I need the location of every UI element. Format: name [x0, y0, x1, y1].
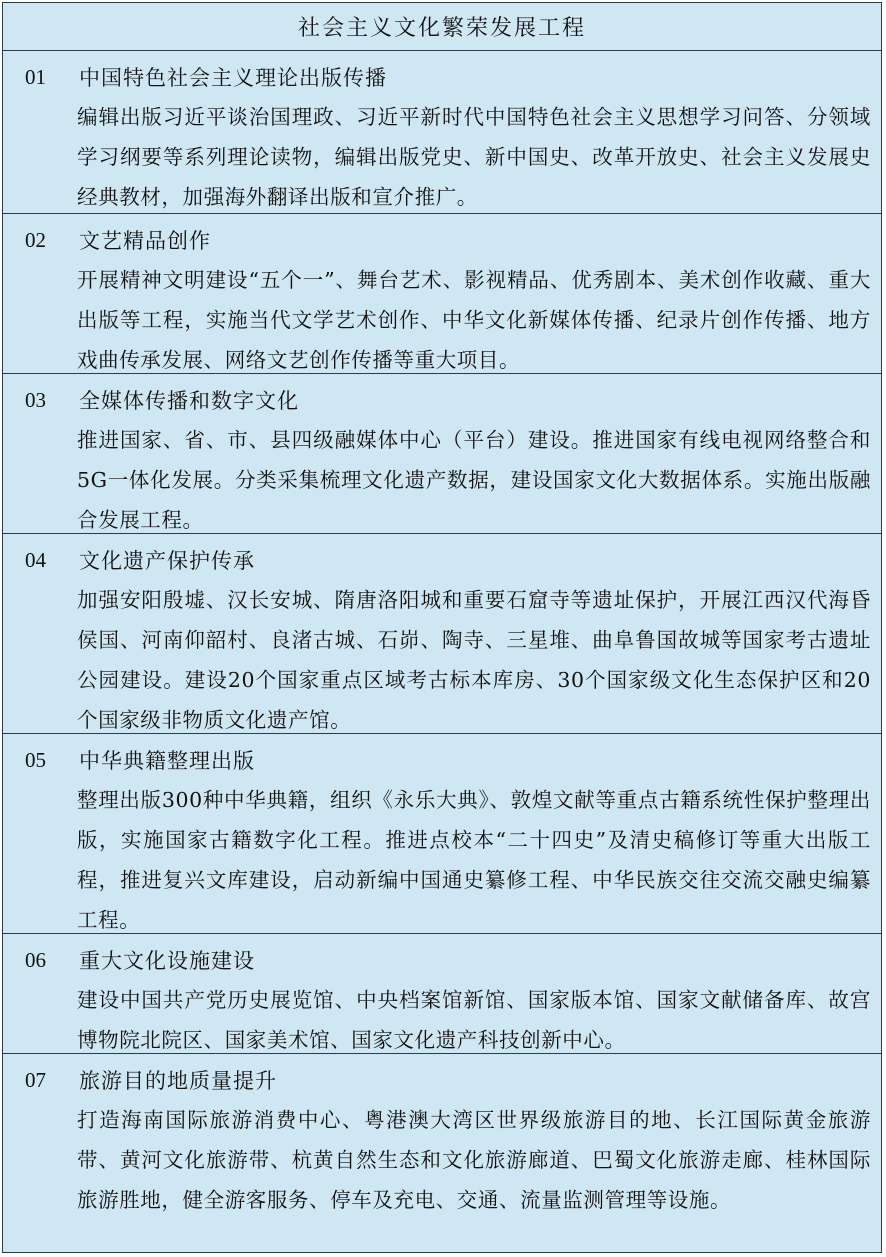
section-04 — [3, 534, 881, 734]
table-title: 社会主义文化繁荣发展工程 — [3, 3, 881, 51]
section-body: 编辑出版习近平谈治国理政、习近平新时代中国特色社会主义思想学习问答、分领域学习纲要等系列理论读物，编辑出版党史、新中国史、改革开放史、社会主义发展史经典教材，加强海外翻译出版和宣介推广。 — [77, 105, 871, 209]
section-title: 重大文化设施建设 — [79, 949, 255, 973]
section-header — [3, 223, 881, 257]
section-body: 打造海南国际旅游消费中心、粤港澳大湾区世界级旅游目的地、长江国际黄金旅游带、黄河文化旅游带、杭黄自然生态和文化旅游廊道、巴蜀文化旅游走廊、桂林国际旅游胜地，健全游客服务、停车及充电、交通、流量监测管理等设施。 — [77, 1108, 871, 1212]
section-03 — [3, 374, 881, 534]
section-body: 推进国家、省、市、县四级融媒体中心（平台）建设。推进国家有线电视网络整合和5G一体化发展。分类采集梳理文化遗产数据，建设国家文化大数据体系。实施出版融合发展工程。 — [77, 428, 871, 532]
section-body: 整理出版300种中华典籍，组织《永乐大典》、敦煌文献等重点古籍系统性保护整理出版，实施国家古籍数字化工程。推进点校本“二十四史”及清史稿修订等重大出版工程，推进复兴文库建设，启动新编中国通史纂修工程、中华民族交往交流交融史编纂工程。 — [77, 788, 871, 932]
section-06 — [3, 934, 881, 1054]
section-header — [3, 383, 881, 417]
program-table — [2, 2, 882, 1253]
section-header — [3, 60, 881, 94]
section-body: 加强安阳殷墟、汉长安城、隋唐洛阳城和重要石窟寺等遗址保护，开展江西汉代海昏侯国、河南仰韶村、良渚古城、石峁、陶寺、三星堆、曲阜鲁国故城等国家考古遗址公园建设。建设20个国家重点区域考古标本库房、30个国家级文化生态保护区和20个国家级非物质文化遗产馆。 — [77, 588, 871, 732]
section-title: 全媒体传播和数字文化 — [79, 389, 299, 413]
section-header — [3, 943, 881, 977]
section-body: 开展精神文明建设“五个一”、舞台艺术、影视精品、优秀剧本、美术创作收藏、重大出版等工程，实施当代文学艺术创作、中华文化新媒体传播、纪录片创作传播、地方戏曲传承发展、网络文艺创作传播等重大项目。 — [77, 268, 871, 372]
section-header — [3, 543, 881, 577]
section-title: 文艺精品创作 — [79, 229, 211, 253]
section-number: 05 — [25, 747, 46, 772]
section-02 — [3, 214, 881, 374]
section-title: 中国特色社会主义理论出版传播 — [79, 66, 387, 90]
section-title: 旅游目的地质量提升 — [79, 1069, 277, 1093]
section-number: 02 — [25, 227, 46, 252]
section-number: 03 — [25, 387, 46, 412]
section-number: 01 — [25, 64, 46, 89]
section-number: 06 — [25, 947, 46, 972]
section-number: 07 — [25, 1067, 46, 1092]
section-05 — [3, 734, 881, 934]
section-title: 中华典籍整理出版 — [79, 749, 255, 773]
section-body: 建设中国共产党历史展览馆、中央档案馆新馆、国家版本馆、国家文献储备库、故宫博物院北院区、国家美术馆、国家文化遗产科技创新中心。 — [77, 988, 871, 1052]
section-title: 文化遗产保护传承 — [79, 549, 255, 573]
section-header — [3, 1063, 881, 1097]
section-number: 04 — [25, 547, 46, 572]
section-07 — [3, 1054, 881, 1252]
section-header — [3, 743, 881, 777]
section-01 — [3, 51, 881, 214]
